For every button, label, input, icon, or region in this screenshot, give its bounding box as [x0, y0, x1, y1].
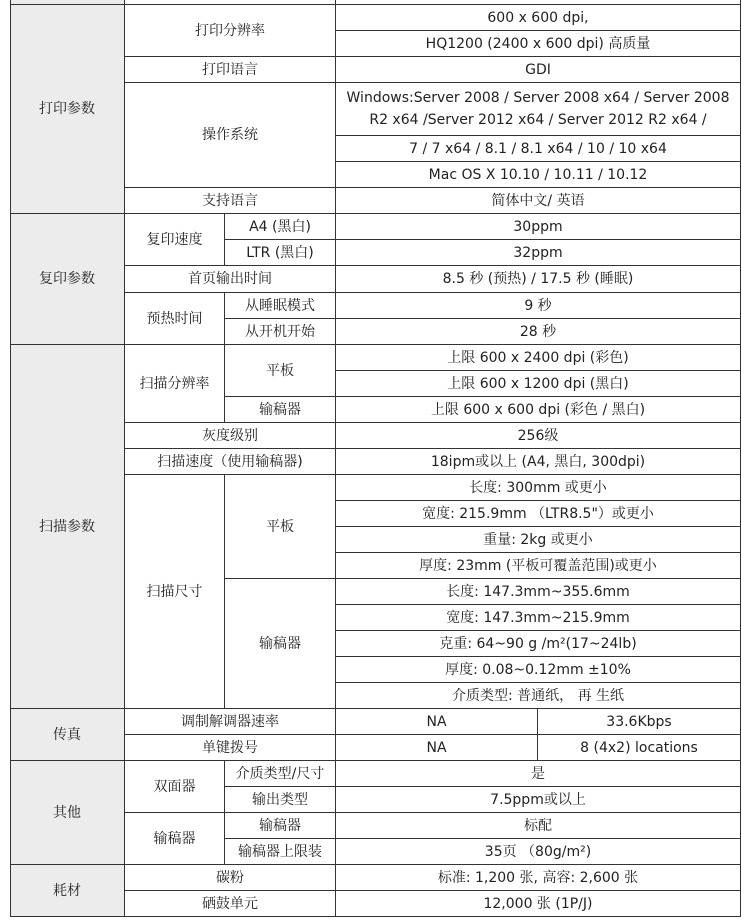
table-cell: 上限 600 x 600 dpi (彩色 / 黑白) [336, 397, 741, 423]
table-cell: 复印参数 [10, 214, 125, 345]
table-cell: 7.5ppm或以上 [336, 787, 741, 813]
table-cell: 9 秒 [336, 293, 741, 319]
table-cell: 平板 [225, 345, 336, 397]
table-cell: 35页 （80g/m²) [336, 839, 741, 865]
table-cell: Mac OS X 10.10 / 10.11 / 10.12 [336, 162, 741, 188]
table-cell: 复印速度 [125, 214, 225, 266]
table-cell: 33.6Kbps [538, 709, 741, 735]
table-cell: 32ppm [336, 240, 741, 266]
table-cell: 碳粉 [125, 865, 336, 891]
table-cell: 打印语言 [125, 57, 336, 83]
table-cell: 8.5 秒 (预热) / 17.5 秒 (睡眠) [336, 266, 741, 293]
table-cell: 双面器 [125, 761, 225, 813]
table-cell: 支持语言 [125, 188, 336, 214]
table-cell: 上限 600 x 2400 dpi (彩色) [336, 345, 741, 371]
table-cell: 28 秒 [336, 319, 741, 345]
table-cell: 重量: 2kg 或更小 [336, 527, 741, 553]
table-cell: 厚度: 23mm (平板可覆盖范围)或更小 [336, 553, 741, 579]
table-cell: 输稿器 [125, 813, 225, 865]
table-cell: 7 / 7 x64 / 8.1 / 8.1 x64 / 10 / 10 x64 [336, 136, 741, 162]
table-cell: Windows:Server 2008 / Server 2008 x64 / Server 2008 R2 x64 /Server 2012 x64 / Server 2012 R2 x64 / [336, 83, 741, 136]
table-cell: 标配 [336, 813, 741, 839]
table-cell: 扫描参数 [10, 345, 125, 709]
table-cell: 平板 [225, 475, 336, 579]
table-cell: 上限 600 x 1200 dpi (黑白) [336, 371, 741, 397]
table-cell: 18ipm或以上 (A4, 黑白, 300dpi) [336, 449, 741, 475]
table-cell: 30ppm [336, 214, 741, 240]
table-cell: 600 x 600 dpi, [336, 5, 741, 31]
table-cell: 简体中文/ 英语 [336, 188, 741, 214]
table-cell: 介质类型/尺寸 [225, 761, 336, 787]
table-cell: 其他 [10, 761, 125, 865]
table-cell: 长度: 300mm 或更小 [336, 475, 741, 501]
table-cell: 从睡眠模式 [225, 293, 336, 319]
table-cell: 长度: 147.3mm~355.6mm [336, 579, 741, 605]
table-cell: 扫描尺寸 [125, 475, 225, 709]
table-cell: 256级 [336, 423, 741, 449]
table-cell: 输稿器上限装 [225, 839, 336, 865]
table-cell: 调制解调器速率 [125, 709, 336, 735]
table-cell: 单键拨号 [125, 735, 336, 761]
table-cell: 灰度级别 [125, 423, 336, 449]
table-cell: LTR (黑白) [225, 240, 336, 266]
table-cell: 克重: 64~90 g /m²(17~24lb) [336, 631, 741, 657]
table-cell: 介质类型: 普通纸， 再 生纸 [336, 683, 741, 709]
table-cell: 操作系统 [125, 83, 336, 188]
table-cell: 是 [336, 761, 741, 787]
table-cell: 预热时间 [125, 293, 225, 345]
table-cell: 输出类型 [225, 787, 336, 813]
table-cell: 打印参数 [10, 5, 125, 214]
table-cell: GDI [336, 57, 741, 83]
table-cell: 输稿器 [225, 397, 336, 423]
table-cell: 扫描速度（使用输稿器) [125, 449, 336, 475]
table-cell: 输稿器 [225, 813, 336, 839]
table-cell: A4 (黑白) [225, 214, 336, 240]
table-cell: 打印分辨率 [125, 5, 336, 57]
table-cell: 扫描分辨率 [125, 345, 225, 423]
table-cell: 输稿器 [225, 579, 336, 709]
table-cell: 厚度: 0.08~0.12mm ±10% [336, 657, 741, 683]
table-cell: 首页输出时间 [125, 266, 336, 293]
table-cell: 12,000 张 (1P/J) [336, 891, 741, 917]
table-cell: 耗材 [10, 865, 125, 917]
table-cell: NA [336, 709, 538, 735]
table-cell: 从开机开始 [225, 319, 336, 345]
table-cell: 硒鼓单元 [125, 891, 336, 917]
table-cell: HQ1200 (2400 x 600 dpi) 高质量 [336, 31, 741, 57]
table-cell: 标准: 1,200 张, 高容: 2,600 张 [336, 865, 741, 891]
table-cell: 宽度: 215.9mm （LTR8.5"）或更小 [336, 501, 741, 527]
table-cell: 传真 [10, 709, 125, 761]
table-cell: NA [336, 735, 538, 761]
table-cell: 8 (4x2) locations [538, 735, 741, 761]
table-cell: 宽度: 147.3mm~215.9mm [336, 605, 741, 631]
